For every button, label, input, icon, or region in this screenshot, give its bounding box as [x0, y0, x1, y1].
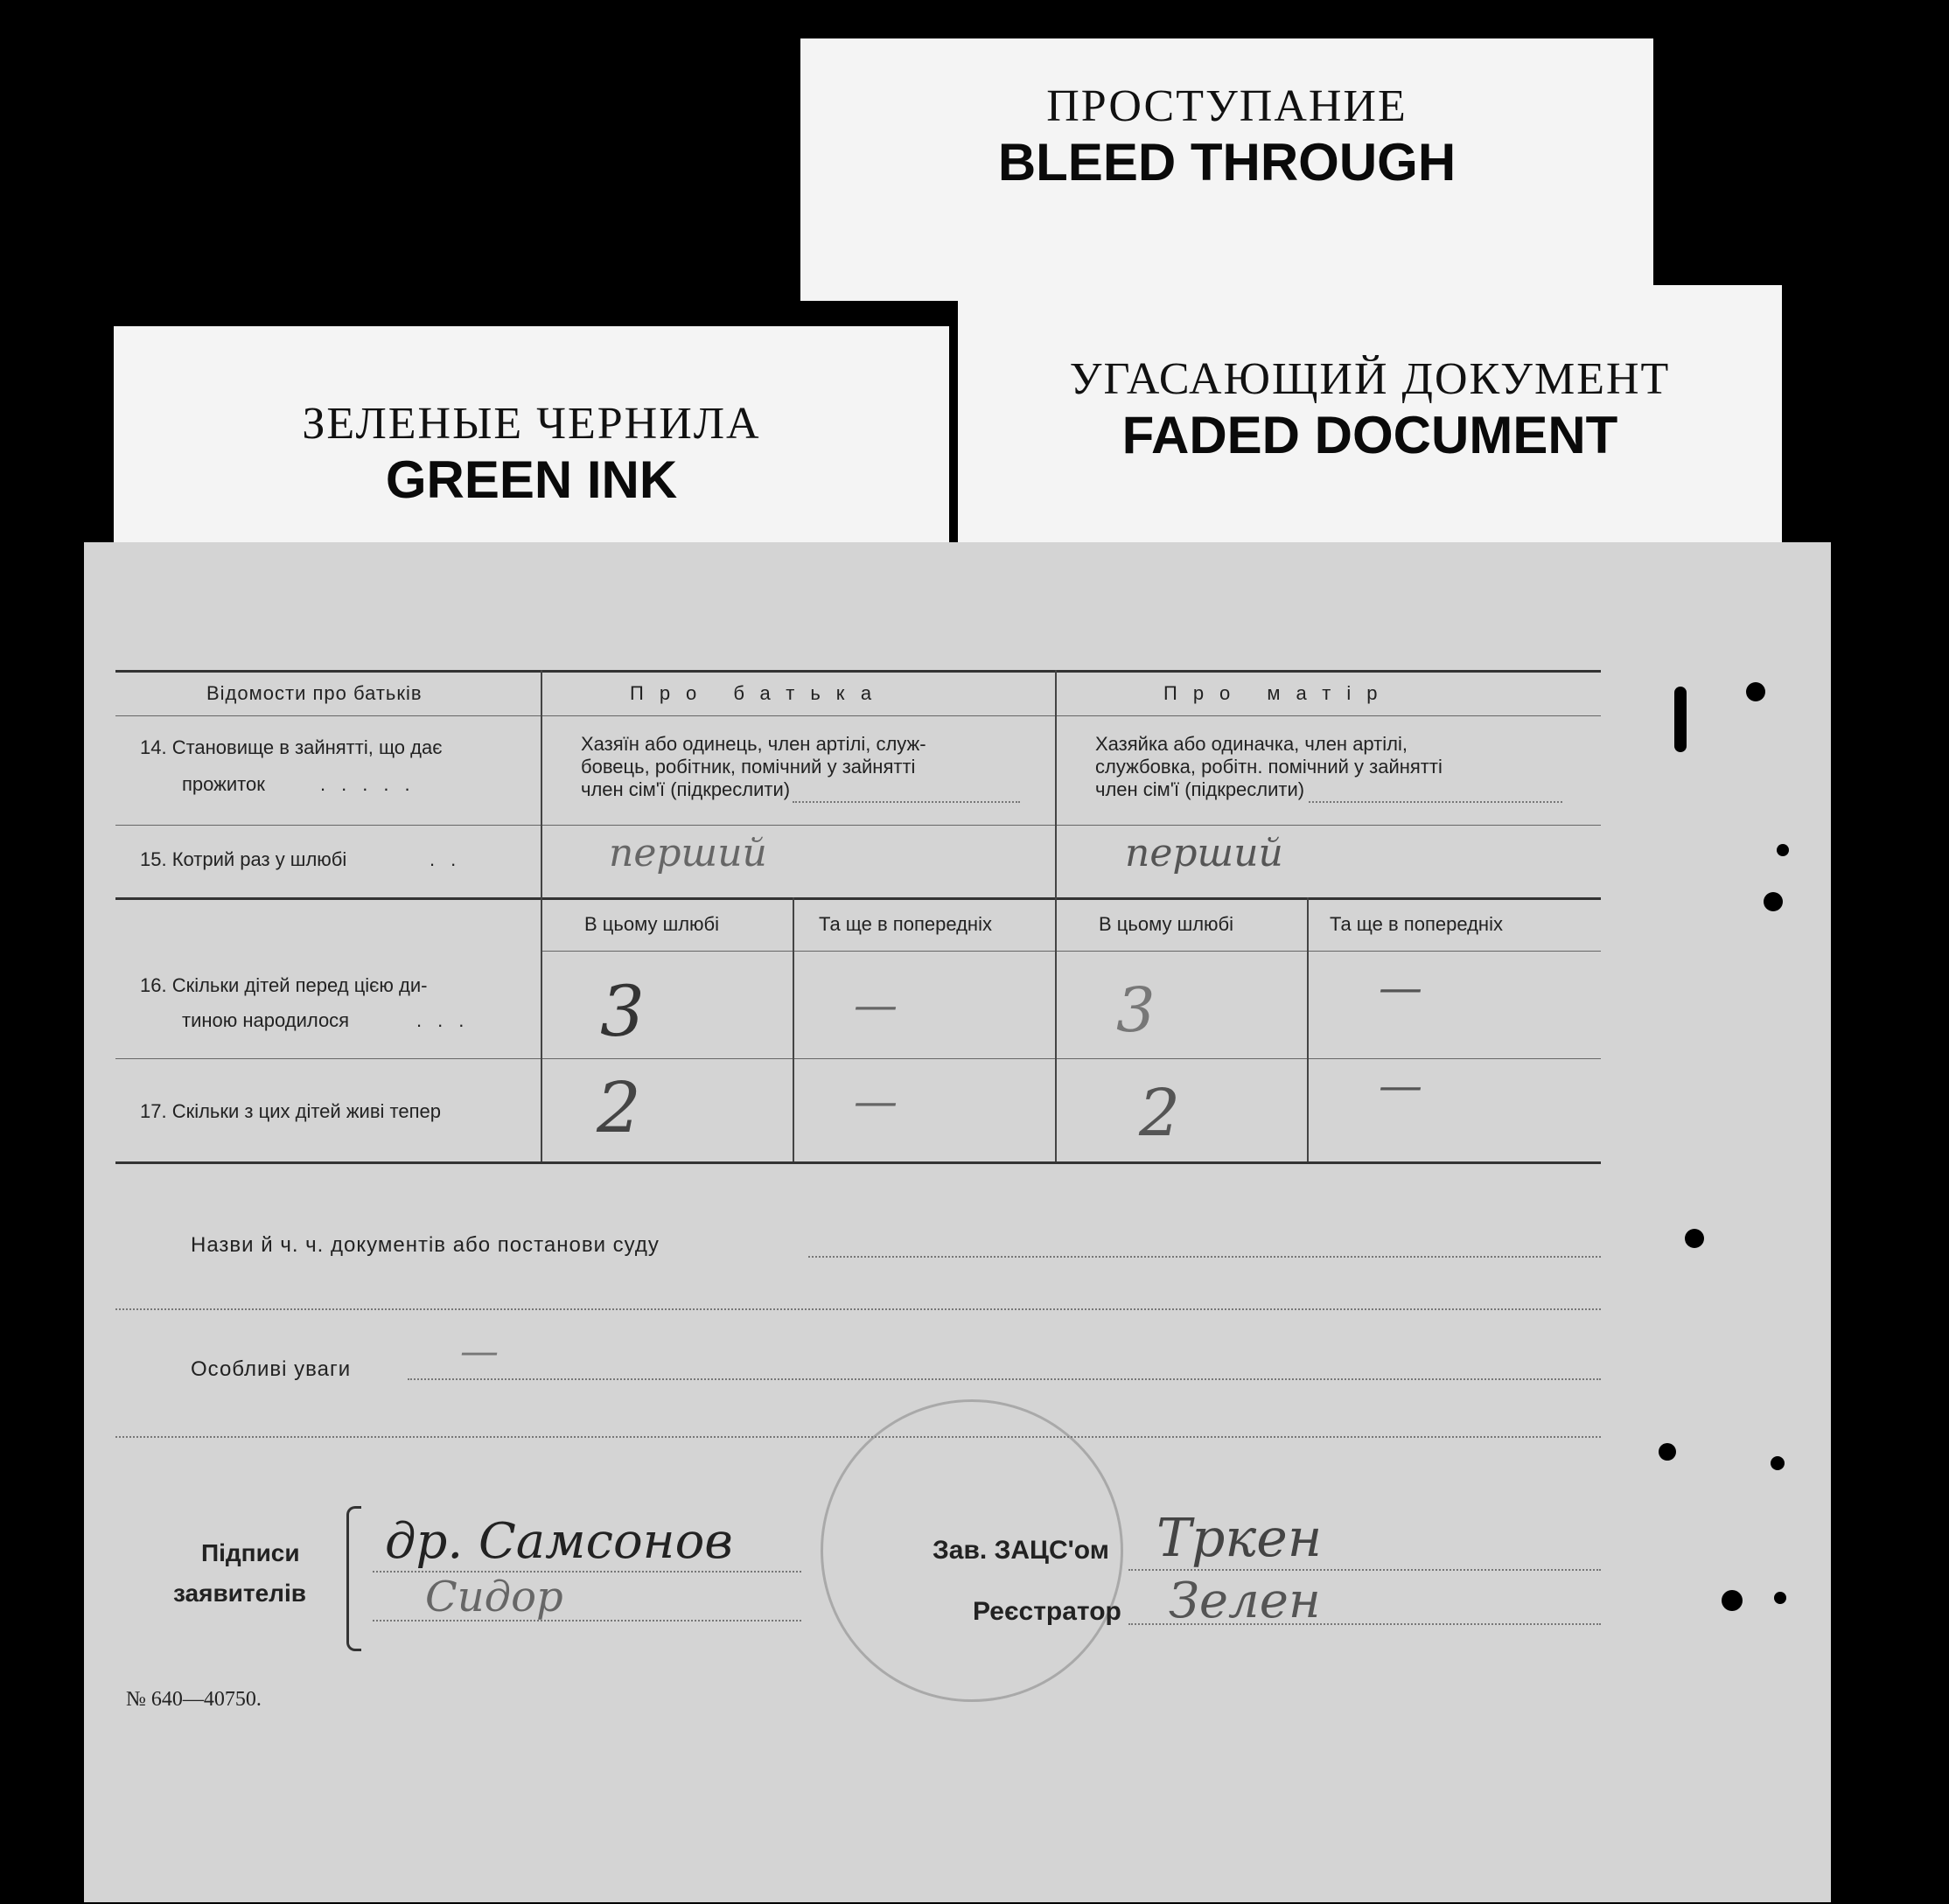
remarks-label: Особливі уваги — [191, 1357, 352, 1381]
applicant2-dotline — [373, 1620, 801, 1622]
applicant1-signature: др. Самсонов — [385, 1513, 733, 1570]
subheader-mother-prev: Та ще в попередніх — [1330, 913, 1503, 935]
green-ink-ru: ЗЕЛЕНЫЕ ЧЕРНИЛА — [302, 399, 761, 449]
punch-hole — [1674, 687, 1687, 752]
row16-mother-this: 3 — [1116, 974, 1156, 1046]
row15-mother-value: перший — [1125, 831, 1283, 875]
table-top-rule — [115, 670, 1601, 673]
punch-hole — [1774, 1592, 1786, 1604]
applicant2-signature: Сидор — [425, 1573, 563, 1622]
faded-document-card — [958, 285, 1782, 547]
documents-dotline-1 — [808, 1256, 1601, 1258]
documents-dotline-2 — [115, 1308, 1601, 1310]
registrar-label: Реєстратор — [973, 1597, 1121, 1626]
row17-mother-prev: — — [1379, 1060, 1422, 1111]
subheader-father-prev: Та ще в попередніх — [819, 913, 992, 935]
table-bottom-rule — [115, 1161, 1601, 1164]
punch-hole — [1764, 892, 1783, 911]
row14-label-dots: ..... — [320, 773, 426, 795]
form-number: № 640—40750. — [126, 1688, 262, 1711]
subheader-father-this: В цьому шлюбі — [584, 913, 720, 935]
bleed-through-en: BLEED THROUGH — [997, 133, 1457, 192]
row14-father-1: Хазяїн або одинець, член артілі, служ- — [581, 733, 926, 755]
punch-hole — [1722, 1590, 1743, 1611]
documents-label: Назви й ч. ч. документів або постанови суду — [191, 1233, 660, 1257]
row16-father-this: 3 — [600, 971, 645, 1052]
row14-mother-dotline — [1309, 801, 1562, 803]
row17-father-this: 2 — [597, 1067, 641, 1148]
row17-father-prev: — — [854, 1076, 898, 1126]
row14-father-2: бовець, робітник, помічний у зайнятті — [581, 756, 916, 778]
row14-label-2: прожиток — [182, 773, 265, 795]
signatures-label-1: Підписи — [201, 1539, 300, 1566]
row16-label-1: 16. Скільки дітей перед цією ди- — [140, 974, 428, 996]
faded-document-ru: УГАСАЮЩИЙ ДОКУМЕНТ — [1069, 354, 1671, 404]
row15-label: 15. Котрий раз у шлюбі — [140, 848, 347, 870]
col-divider-4 — [1307, 897, 1309, 1161]
subheader-rule — [541, 951, 1601, 952]
bleed-through-ru: ПРОСТУПАНИЕ — [1046, 81, 1408, 131]
bleed-through-card — [800, 38, 1653, 301]
green-ink-card — [114, 326, 949, 562]
punch-hole — [1659, 1443, 1676, 1461]
row16-label-2: тиною народилося — [182, 1009, 350, 1031]
row14-father-3: член сім'ї (підкреслити) — [581, 778, 791, 800]
row14-label-1: 14. Становище в зайнятті, що дає — [140, 736, 443, 758]
col-divider-2 — [1055, 670, 1057, 1161]
punch-hole — [1777, 844, 1789, 856]
row14-mother-2: службовка, робітн. помічний у зайнятті — [1095, 756, 1443, 778]
header-father: Про батька — [630, 682, 888, 704]
row14-father-dotline — [793, 801, 1020, 803]
row15-father-value: перший — [609, 831, 767, 875]
subheader-mother-this: В цьому шлюбі — [1099, 913, 1234, 935]
col-divider-1 — [541, 670, 542, 1161]
header-parents-info: Відомости про батьків — [206, 682, 423, 704]
punch-hole — [1746, 682, 1765, 701]
col-divider-3 — [793, 897, 794, 1161]
signatures-brace — [346, 1506, 361, 1651]
head-signature: Тркен — [1156, 1508, 1323, 1569]
table-header-rule — [115, 715, 1601, 716]
registrar-dotline — [1128, 1623, 1601, 1625]
remarks-value: — — [460, 1329, 499, 1374]
row17-label: 17. Скільки з цих дітей живі тепер — [140, 1100, 441, 1122]
remarks-dotline-2 — [115, 1436, 1601, 1438]
punch-hole — [1771, 1456, 1785, 1470]
row14-mother-1: Хазяйка або одиначка, член артілі, — [1095, 733, 1408, 755]
head-dotline — [1128, 1569, 1601, 1571]
registrar-signature: Зелен — [1169, 1573, 1321, 1629]
faded-document-en: FADED DOCUMENT — [1121, 406, 1618, 464]
row14-mother-3: член сім'ї (підкреслити) — [1095, 778, 1305, 800]
row16-father-prev: — — [854, 980, 898, 1030]
row14-rule — [115, 825, 1601, 826]
header-mother: Про матір — [1163, 682, 1394, 704]
remarks-dotline-1 — [408, 1378, 1601, 1380]
row15-label-dots: .. — [430, 848, 472, 870]
punch-hole — [1685, 1229, 1704, 1248]
civil-registry-form — [84, 542, 1831, 1902]
row17-mother-this: 2 — [1139, 1076, 1181, 1151]
row16-mother-prev: — — [1379, 962, 1422, 1013]
head-label: Зав. ЗАЦС'ом — [933, 1536, 1109, 1565]
signatures-label-2: заявителів — [173, 1580, 306, 1607]
row16-rule — [115, 1058, 1601, 1059]
row15-rule — [115, 897, 1601, 900]
row16-label-dots: ... — [416, 1009, 480, 1031]
green-ink-en: GREEN INK — [385, 450, 678, 509]
